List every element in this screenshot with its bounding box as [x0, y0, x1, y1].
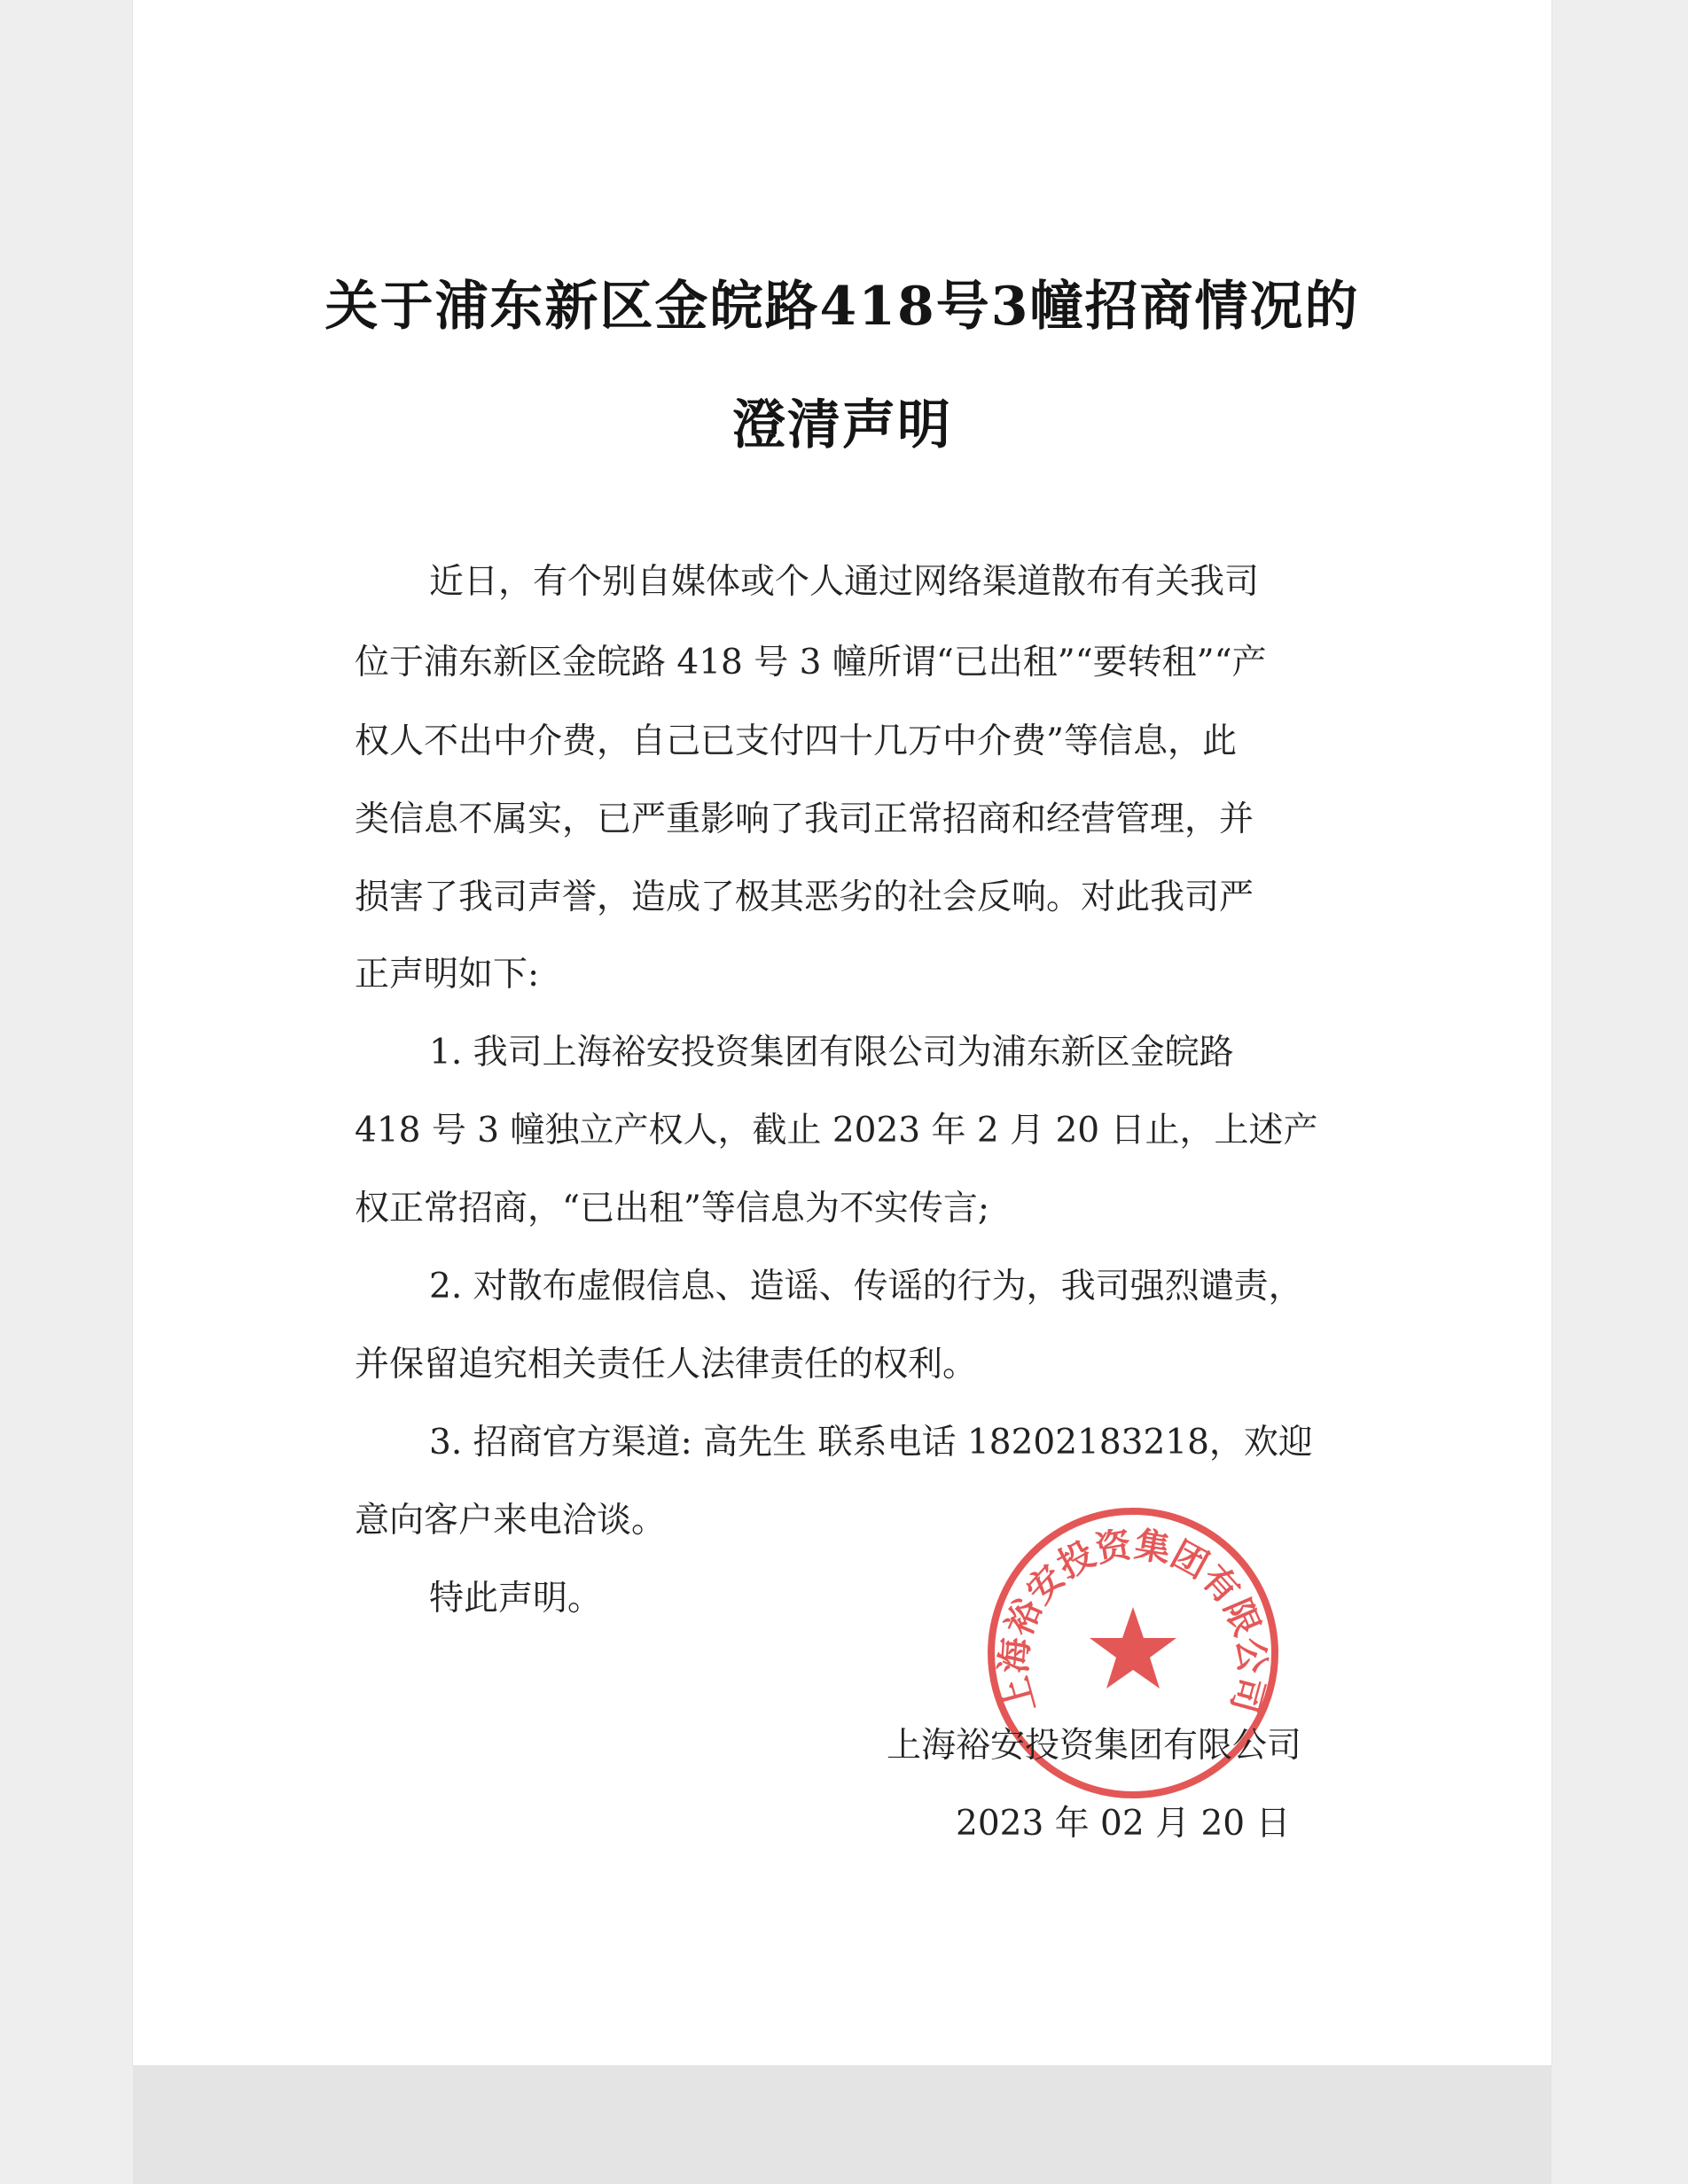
body-line-11: 并保留追究相关责任人法律责任的权利。 [355, 1345, 978, 1384]
body-line-1: 近日，有个别自媒体或个人通过网络渠道散布有关我司 [429, 562, 1260, 602]
body-line-9: 权正常招商，“已出租”等信息为不实传言; [355, 1189, 990, 1228]
body-line-14: 特此声明。 [429, 1579, 603, 1618]
body-line-13: 意向客户来电洽谈。 [355, 1501, 667, 1540]
body-line-3: 权人不出中介费，自己已支付四十几万中介费”等信息，此 [355, 722, 1237, 761]
document-title-line-1: 关于浦东新区金皖路418号3幢招商情况的 [324, 276, 1360, 338]
document-page [133, 0, 1551, 2065]
signature-date: 2023 年 02 月 20 日 [956, 1804, 1291, 1844]
body-line-12: 3. 招商官方渠道: 高先生 联系电话 18202183218，欢迎 [429, 1423, 1313, 1462]
body-line-2: 位于浦东新区金皖路 418 号 3 幢所谓“已出租”“要转租”“产 [355, 643, 1267, 682]
document-title-line-2: 澄清声明 [732, 394, 952, 456]
seal-star-icon [1090, 1607, 1176, 1689]
body-line-8: 418 号 3 幢独立产权人，截止 2023 年 2 月 20 日止，上述产 [355, 1111, 1318, 1150]
body-line-5: 损害了我司声誉，造成了极其恶劣的社会反响。对此我司严 [355, 878, 1254, 917]
body-line-6: 正声明如下: [355, 955, 540, 994]
body-line-7: 1. 我司上海裕安投资集团有限公司为浦东新区金皖路 [429, 1033, 1234, 1072]
signature-company: 上海裕安投资集团有限公司 [887, 1726, 1302, 1766]
body-line-10: 2. 对散布虚假信息、造谣、传谣的行为，我司强烈谴责， [429, 1267, 1303, 1306]
body-line-4: 类信息不属实，已严重影响了我司正常招商和经营管理，并 [355, 800, 1254, 839]
seal-text: 上海裕安投资集团有限公司 [992, 1523, 1274, 1718]
page-shadow-floor [133, 2065, 1551, 2184]
